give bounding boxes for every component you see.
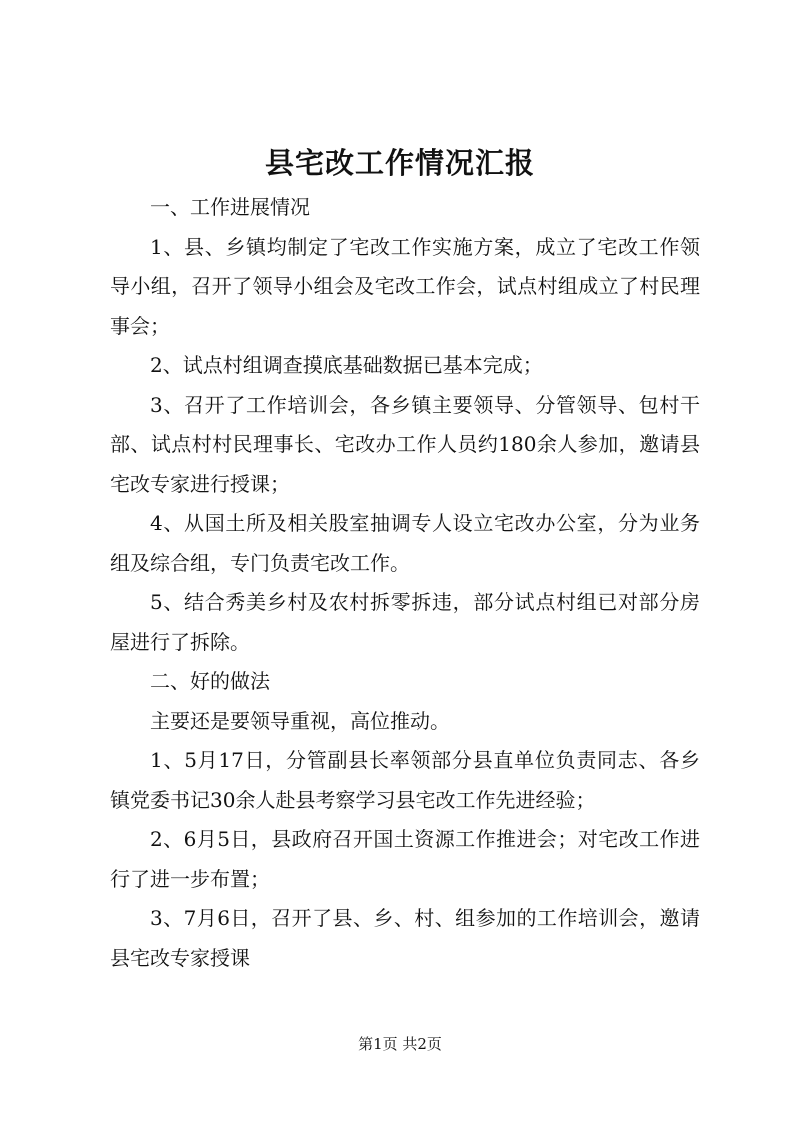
paragraph-practice-2: 2、6月5日，县政府召开国土资源工作推进会；对宅改工作进行了进一步布置； [110,827,700,891]
section-heading-practices: 二、好的做法 [150,669,270,693]
paragraph-practice-3: 3、7月6日，召开了县、乡、村、组参加的工作培训会，邀请县宅改专家授课 [110,906,700,970]
document-title: 县宅改工作情况汇报 [264,146,535,180]
paragraph-practice-1: 1、5月17日，分管副县长率领部分县直单位负责同志、各乡镇党委书记30余人赴县考察学习县宅改工作先进经验； [110,748,700,812]
paragraph-summary: 主要还是要领导重视，高位推动。 [150,708,450,733]
paragraph-item-2: 2、试点村组调查摸底基础数据已基本完成； [150,353,543,377]
page-footer [0,1034,800,1054]
paragraph-item-3: 3、召开了工作培训会，各乡镇主要领导、分管领导、包村干部、试点村村民理事长、宅改办工作人员约180余人参加，邀请县宅改专家进行授课； [110,392,700,496]
paragraph-item-5: 5、结合秀美乡村及农村拆零拆违，部分试点村组已对部分房屋进行了拆除。 [110,590,700,654]
paragraph-item-4: 4、从国土所及相关股室抽调专人设立宅改办公室，分为业务组及综合组，专门负责宅改工作。 [110,511,700,575]
paragraph-item-1: 1、县、乡镇均制定了宅改工作实施方案，成立了宅改工作领导小组，召开了领导小组会及宅改工作会，试点村组成立了村民理事会； [110,234,700,338]
document-body [110,188,700,978]
page-number: 第1页 共2页 [358,1035,442,1053]
section-heading-progress: 一、工作进展情况 [150,195,310,219]
